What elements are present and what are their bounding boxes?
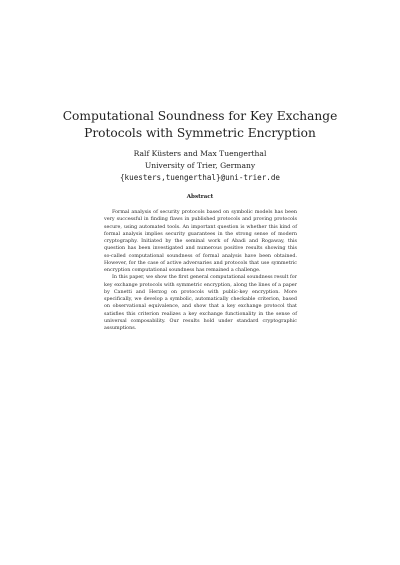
author-names: Ralf Küsters and Max Tuengerthal bbox=[133, 149, 267, 158]
abstract-paragraph-2: In this paper, we show the first general computational soundness result for key exchange protocols with symmetric encryption, along the lines of a paper by Canetti and Herzog on protocols with public-key encryption. More specifically, we develop a symbolic, automatically checkable criterion, based on observational equivalence, and show that a key exchange protocol that satisfies this criterion realizes a key exchange functionality in the sense of universal composability. Our results hold under standard cryptographic assumptions. bbox=[104, 274, 297, 331]
paper-title bbox=[60, 108, 340, 142]
author-email: {kuesters,tuengerthal}@uni-trier.de bbox=[119, 173, 280, 182]
abstract-paragraph-1: Formal analysis of security protocols based on symbolic models has been very successful in finding flaws in published protocols and proving protocols secure, using automated tools. An important question is whether this kind of formal analysis implies security guarantees in the strong sense of modern cryptography. Initiated by the seminal work of Abadi and Rogaway, this question has been investigated and numerous positive results showing this so-called computational soundness of formal analysis have been obtained. However, for the case of active adversaries and protocols that use symmetric encryption computational soundness has remained a challenge. bbox=[104, 209, 297, 273]
author-affiliation: University of Trier, Germany bbox=[144, 161, 256, 170]
abstract-body bbox=[104, 209, 297, 332]
title-line-1: Computational Soundness for Key Exchange bbox=[62, 109, 338, 123]
abstract-heading: Abstract bbox=[186, 194, 214, 200]
title-line-2: Protocols with Symmetric Encryption bbox=[84, 126, 316, 140]
author-block bbox=[60, 148, 340, 184]
